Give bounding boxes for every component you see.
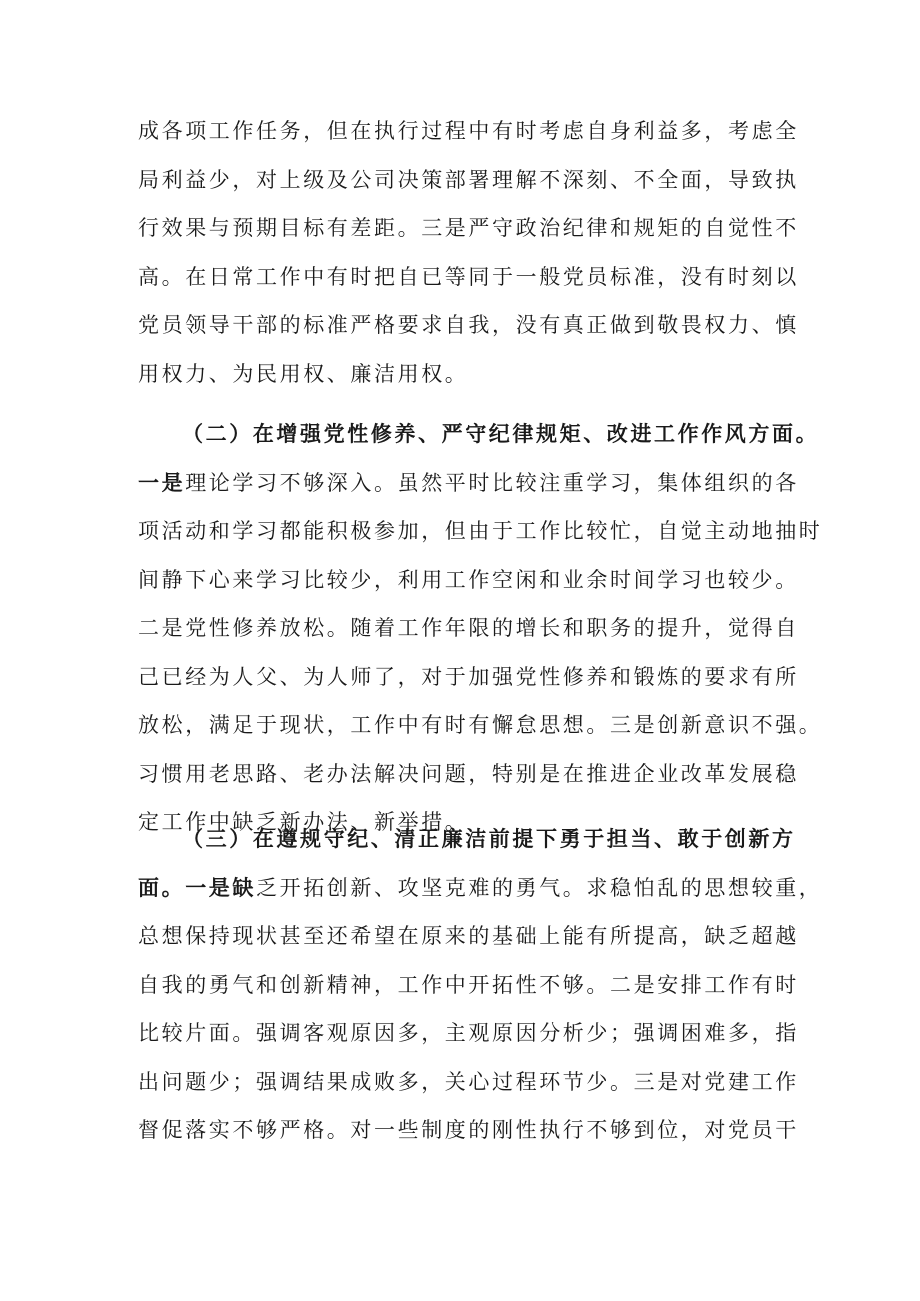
- lead-phrase: 一是: [138, 469, 186, 495]
- text-line: 间静下心来学习比较少，利用工作空闲和业余时间学习也较少。: [138, 567, 799, 592]
- text-line: 局利益少，对上级及公司决策部署理解不深刻、不全面，导致执: [138, 167, 799, 192]
- text-line: 督促落实不够严格。对一些制度的刚性执行不够到位，对党员干: [138, 1118, 799, 1142]
- paragraph-2: [138, 410, 823, 847]
- paragraph-3: [138, 815, 823, 1155]
- section-heading: （三）在遵规守纪、清正廉洁前提下勇于担当、敢于创新方: [182, 826, 796, 851]
- text-line: 行效果与预期目标有差距。三是严守政治纪律和规矩的自觉性不: [138, 216, 799, 240]
- text-line: 高。在日常工作中有时把自已等同于一般党员标准，没有时刻以: [138, 264, 799, 289]
- text-line: 放松，满足于现状，工作中有时有懈怠思想。三是创新意识不强。: [138, 713, 823, 737]
- paragraph-1: [138, 107, 800, 398]
- text-span: 理论学习不够深入。虽然平时比较注重学习，集体组织的各: [185, 470, 799, 495]
- text-line: 成各项工作任务，但在执行过程中有时考虑自身利益多，考虑全: [138, 119, 799, 143]
- text-line: 习惯用老思路、老办法解决问题，特别是在推进企业改革发展稳: [138, 761, 799, 786]
- text-line: 用权力、为民用权、廉洁用权。: [138, 361, 469, 386]
- text-line: 党员领导干部的标准严格要求自我，没有真正做到敬畏权力、慎: [138, 313, 799, 337]
- text-line: 项活动和学习都能积极参加，但由于工作比较忙，自觉主动地抽时: [138, 519, 823, 543]
- heading-continuation: 面。一是缺: [138, 874, 256, 900]
- text-line: 出问题少；强调结果成败多，关心过程环节少。三是对党建工作: [138, 1069, 799, 1094]
- section-heading: （二）在增强党性修养、严守纪律规矩、改进工作作风方面。: [182, 421, 820, 446]
- text-line: 二是党性修养放松。随着工作年限的增长和职务的提升，觉得自: [138, 616, 799, 640]
- text-line: 总想保持现状甚至还希望在原来的基础上能有所提高，缺乏超越: [138, 924, 799, 948]
- text-line: [138, 459, 800, 508]
- text-line: 比较片面。强调客观原因多，主观原因分析少；强调困难多，指: [138, 1021, 799, 1045]
- text-line: 自我的勇气和创新精神，工作中开拓性不够。二是安排工作有时: [138, 972, 799, 997]
- text-line: 定工作中缺乏新办法、新举措。: [138, 810, 469, 834]
- text-line: 己已经为人父、为人师了，对于加强党性修养和锻炼的要求有所: [138, 664, 799, 689]
- text-line: [138, 864, 823, 913]
- text-span: 乏开拓创新、攻坚克难的勇气。求稳怕乱的思想较重，: [256, 875, 823, 900]
